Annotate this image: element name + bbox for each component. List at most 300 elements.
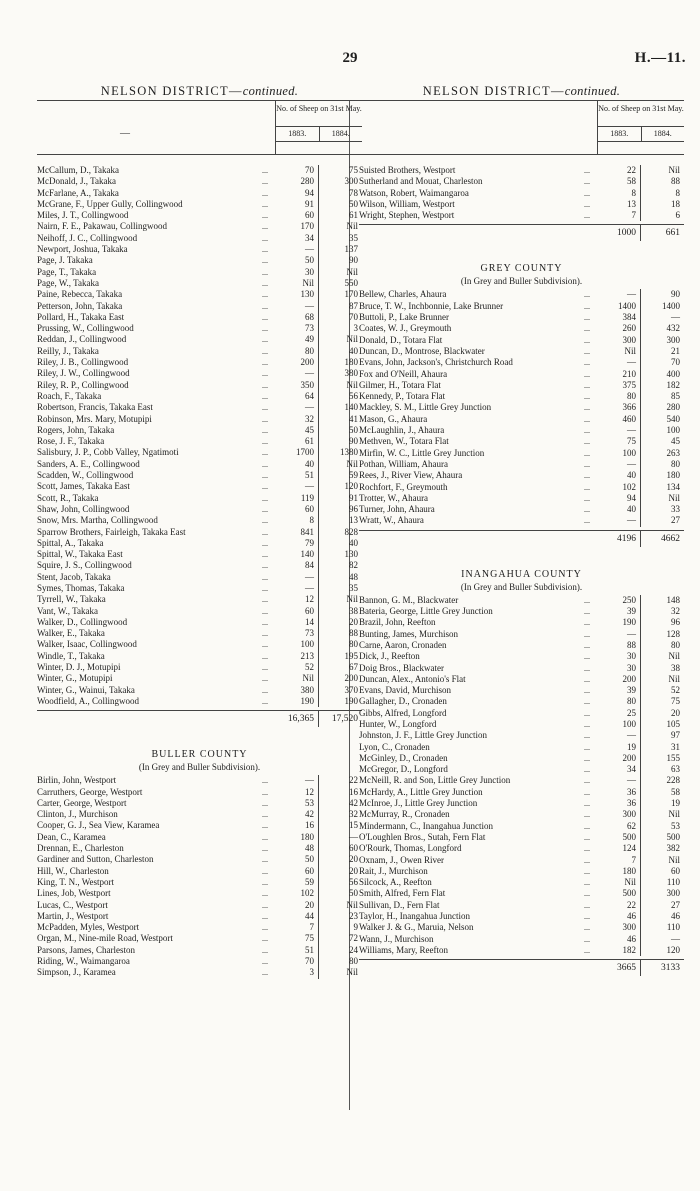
leader-dots: ... <box>584 810 590 820</box>
owner-name: Nairn, F. E., Pakawau, Collingwood <box>37 221 168 232</box>
owner-name: Rait, J., Murchison <box>359 865 428 876</box>
sheep-1883: — <box>276 368 319 379</box>
sheep-1883: 68 <box>276 312 319 323</box>
leader-dots: ... <box>262 889 268 899</box>
table-row <box>359 210 684 221</box>
leader-dots: ... <box>262 866 268 876</box>
owner-name: Spittal, W., Takaka East <box>37 549 123 560</box>
sheep-1884: 400 <box>666 368 680 379</box>
leader-dots: ... <box>584 708 590 718</box>
sheep-1884: 72 <box>349 933 358 944</box>
sheep-1883: 39 <box>598 606 641 617</box>
leader-dots: ... <box>262 256 268 266</box>
sheep-1884: 90 <box>671 289 680 300</box>
table-row <box>37 391 362 402</box>
grey-total-row <box>359 530 684 547</box>
right-header-year-1883: 1883. <box>598 127 642 141</box>
sheep-1884: 91 <box>349 492 358 503</box>
owner-name: Page, J. Takaka <box>37 255 93 266</box>
leader-dots: ... <box>262 855 268 865</box>
sheep-1884: 120 <box>666 944 680 955</box>
sheep-1884: 80 <box>349 956 358 966</box>
owner-name: Rogers, John, Takaka <box>37 424 115 435</box>
table-row <box>359 346 684 357</box>
table-row <box>359 188 684 199</box>
sheep-1884: 24 <box>349 944 358 955</box>
leader-dots: ... <box>262 787 268 797</box>
leader-dots: ... <box>584 618 590 628</box>
sheep-1884: 97 <box>671 730 680 741</box>
owner-name: Dean, C., Karamea <box>37 831 106 842</box>
table-row <box>359 798 684 809</box>
table-row <box>37 854 362 865</box>
table-row <box>37 244 362 255</box>
sheep-1883: 7 <box>276 922 319 933</box>
sheep-1883: 100 <box>598 719 641 730</box>
leader-dots: ... <box>262 233 268 243</box>
owner-name: Reilly, J., Takaka <box>37 345 99 356</box>
sheep-1884: 228 <box>666 775 680 786</box>
owner-name: Wright, Stephen, Westport <box>359 210 455 221</box>
sheep-1884: 38 <box>671 662 680 673</box>
leader-dots: ... <box>584 878 590 888</box>
sheep-1884: Nil <box>668 809 680 820</box>
owner-name: Winter, D. J., Motupipi <box>37 662 121 673</box>
sheep-1883: 80 <box>276 346 319 357</box>
table-row <box>37 447 362 458</box>
sheep-1883: 20 <box>276 900 319 911</box>
owner-name: Carne, Aaron, Cronaden <box>359 639 447 650</box>
sheep-1883: 7 <box>598 210 641 221</box>
leader-dots: ... <box>584 448 590 458</box>
owner-name: Mindermann, C., Inangahua Junction <box>359 820 493 831</box>
sheep-1883: 46 <box>598 911 641 922</box>
sheep-1884: 148 <box>666 594 680 605</box>
owner-name: Carruthers, George, Westport <box>37 786 143 797</box>
leader-dots: ... <box>584 923 590 933</box>
table-row <box>359 922 684 933</box>
sheep-1884: Nil <box>668 854 680 865</box>
sheep-1884: 59 <box>349 470 358 481</box>
sheep-1884: 48 <box>349 571 358 582</box>
table-row <box>37 481 362 492</box>
owner-name: McInroe, J., Little Grey Junction <box>359 798 478 809</box>
sheep-1884: 60 <box>349 843 358 854</box>
owner-name: Organ, M., Nine-mile Road, Westport <box>37 933 173 944</box>
owner-name: Bruce, T. W., Inchbonnie, Lake Brunner <box>359 300 504 311</box>
table-row <box>359 199 684 210</box>
sheep-1883: 190 <box>276 696 319 707</box>
leader-dots: ... <box>262 934 268 944</box>
sheep-1883: 58 <box>598 176 641 187</box>
leader-dots: ... <box>262 583 268 593</box>
sheep-1883: 182 <box>598 945 641 956</box>
sheep-1884: 180 <box>666 470 680 481</box>
leader-dots: ... <box>584 844 590 854</box>
sheep-1884: 110 <box>666 922 680 933</box>
sheep-1884: 300 <box>666 334 680 345</box>
table-row <box>359 775 684 786</box>
sheep-1883: 73 <box>276 628 319 639</box>
owner-name: Pothan, William, Ahaura <box>359 458 448 469</box>
table-row <box>37 572 362 583</box>
leader-dots: ... <box>584 380 590 390</box>
sheep-1884: 27 <box>671 899 680 910</box>
table-row <box>359 730 684 741</box>
sheep-1883: 84 <box>276 560 319 571</box>
owner-name: Petterson, John, Takaka <box>37 300 123 311</box>
sheep-1884: Nil <box>346 266 358 277</box>
table-row <box>37 301 362 312</box>
owner-name: Neihoff, J. C., Collingwood <box>37 232 138 243</box>
owner-name: Scott, James, Takaka East <box>37 481 130 492</box>
sheep-1884: 280 <box>666 402 680 413</box>
sheep-1884: 80 <box>671 458 680 469</box>
sheep-1884: 52 <box>671 685 680 696</box>
leader-dots: ... <box>262 312 268 322</box>
table-row <box>37 956 362 967</box>
sheep-1883: 300 <box>598 809 641 820</box>
table-row <box>359 425 684 436</box>
table-row <box>37 538 362 549</box>
leader-dots: ... <box>584 166 590 175</box>
sheep-1884: 13 <box>349 515 358 526</box>
owner-name: Gibbs, Alfred, Longford <box>359 707 447 718</box>
sheep-1883: — <box>598 289 641 300</box>
table-row <box>37 820 362 831</box>
sheep-1884: 58 <box>671 786 680 797</box>
leader-dots: ... <box>262 211 268 221</box>
sheep-1883: 70 <box>276 165 319 176</box>
leader-dots: ... <box>584 482 590 492</box>
owner-name: Page, T., Takaka <box>37 266 97 277</box>
table-row <box>359 357 684 368</box>
leader-dots: ... <box>262 471 268 481</box>
sheep-1883: 25 <box>598 708 641 719</box>
sheep-1883: 94 <box>276 188 319 199</box>
sheep-1883: 39 <box>598 685 641 696</box>
leader-dots: ... <box>262 911 268 921</box>
sheep-1883: 170 <box>276 221 319 232</box>
owner-name: Lines, Job, Westport <box>37 888 111 899</box>
leader-dots: ... <box>584 866 590 876</box>
table-row <box>37 414 362 425</box>
leader-dots: ... <box>584 912 590 922</box>
sheep-1884: 31 <box>671 741 680 752</box>
leader-dots: ... <box>584 505 590 515</box>
table-row <box>359 459 684 470</box>
sheep-1883: 60 <box>276 504 319 515</box>
leader-dots: ... <box>262 527 268 537</box>
leader-dots: ... <box>584 437 590 447</box>
sheep-1884: 300 <box>344 176 358 187</box>
owner-name: Donald, D., Totara Flat <box>359 334 443 345</box>
grey-county-heading <box>359 263 684 287</box>
inangahua-total-row <box>359 959 684 976</box>
table-row <box>359 742 684 753</box>
sheep-1883: 52 <box>276 662 319 673</box>
owner-name: Miles, J. T., Collingwood <box>37 210 129 221</box>
leader-dots: ... <box>262 245 268 255</box>
left-title-text: NELSON DISTRICT— <box>100 84 243 98</box>
leader-dots: ... <box>584 731 590 741</box>
table-row <box>37 368 362 379</box>
sheep-1883: — <box>598 459 641 470</box>
sheep-1884: Nil <box>668 492 680 503</box>
sheep-1884: 75 <box>671 696 680 707</box>
leader-dots: ... <box>262 957 268 966</box>
owner-name: Dick, J., Reefton <box>359 651 420 662</box>
sheep-1884: 540 <box>666 413 680 424</box>
owner-name: McGregor, D., Longford <box>359 764 448 775</box>
leader-dots: ... <box>584 686 590 696</box>
table-row <box>37 323 362 334</box>
section-subtitle: (In Grey and Buller Subdivision). <box>138 762 261 773</box>
leader-dots: ... <box>584 934 590 944</box>
sheep-1883: — <box>598 629 641 640</box>
owner-name: Prussing, W., Collingwood <box>37 323 134 334</box>
owner-name: Riley, J. W., Collingwood <box>37 368 130 379</box>
sheep-1884: — <box>671 312 680 323</box>
owner-name: Suisted Brothers, Westport <box>359 165 456 175</box>
owner-name: McPadden, Myles, Westport <box>37 922 140 933</box>
owner-name: Cooper, G. J., Sea View, Karamea <box>37 820 160 831</box>
table-row <box>359 696 684 707</box>
sheep-1884: 134 <box>666 481 680 492</box>
owner-name: Reddan, J., Collingwood <box>37 334 127 345</box>
sheep-1883: 13 <box>598 199 641 210</box>
owner-name: Sanders, A. E., Collingwood <box>37 458 140 469</box>
sheep-1884: Nil <box>668 165 680 175</box>
right-column-title <box>359 82 684 100</box>
sheep-1883: 40 <box>598 470 641 481</box>
sheep-1883: 350 <box>276 380 319 391</box>
sheep-1884: 50 <box>349 888 358 899</box>
inangahua-county-heading <box>359 569 684 593</box>
table-row <box>37 210 362 221</box>
right-header-caption: No. of Sheep on 31st May. <box>598 101 684 127</box>
sheep-1883: 70 <box>276 956 319 967</box>
owner-name: McDonald, J., Takaka <box>37 176 116 187</box>
sheep-1883: 34 <box>598 764 641 775</box>
sheep-1884: 130 <box>344 549 358 560</box>
sheep-1883: 130 <box>276 289 319 300</box>
sheep-1884: Nil <box>668 651 680 662</box>
owner-name: McHardy, A., Little Grey Junction <box>359 786 483 797</box>
sheep-1883: 44 <box>276 911 319 922</box>
table-row <box>359 436 684 447</box>
leader-dots: ... <box>584 471 590 481</box>
page-number: 29 <box>342 50 358 66</box>
sheep-1884: Nil <box>346 899 358 910</box>
owner-name: Taylor, H., Inangahua Junction <box>359 911 470 922</box>
sheep-1884: 41 <box>349 413 358 424</box>
sheep-1884: 380 <box>344 368 358 379</box>
owner-name: O'Rourk, Thomas, Longford <box>359 843 462 854</box>
sheep-1883: 190 <box>598 617 641 628</box>
sheep-1884: 90 <box>349 255 358 266</box>
leader-dots: ... <box>262 425 268 435</box>
leader-dots: ... <box>262 900 268 910</box>
owner-name: Walker, D., Collingwood <box>37 616 128 627</box>
leader-dots: ... <box>584 493 590 503</box>
sheep-1883: 8 <box>276 515 319 526</box>
sheep-1883: — <box>276 402 319 413</box>
owner-name: Mirfin, W. C., Little Grey Junction <box>359 447 485 458</box>
table-row <box>37 233 362 244</box>
owner-name: Gardiner and Sutton, Charleston <box>37 854 154 865</box>
table-row <box>37 199 362 210</box>
table-row <box>37 583 362 594</box>
owner-name: Page, W., Takaka <box>37 277 99 288</box>
table-row <box>37 673 362 684</box>
table-row <box>37 255 362 266</box>
sheep-1883: 140 <box>276 549 319 560</box>
owner-name: Turner, John, Ahaura <box>359 504 435 515</box>
sheep-1884: 20 <box>671 707 680 718</box>
sheep-1883: 61 <box>276 436 319 447</box>
sheep-1884: 88 <box>349 628 358 639</box>
sheep-1883: 375 <box>598 380 641 391</box>
sheep-1884: 96 <box>349 503 358 514</box>
leader-dots: ... <box>262 414 268 424</box>
leader-dots: ... <box>262 606 268 616</box>
leader-dots: ... <box>262 538 268 548</box>
total-1883: 16,365 <box>276 711 319 727</box>
leader-dots: ... <box>262 696 268 706</box>
sheep-1884: 67 <box>349 662 358 673</box>
owner-name: Lyon, C., Cronaden <box>359 741 430 752</box>
sheep-1884: 550 <box>344 277 358 288</box>
table-row <box>359 934 684 945</box>
total-1884: 17,520 <box>331 714 358 725</box>
table-row <box>37 933 362 944</box>
sheep-1884: 87 <box>349 300 358 311</box>
leader-dots: ... <box>584 652 590 662</box>
owner-name: Fox and O'Neill, Ahaura <box>359 368 448 379</box>
left-column-title <box>37 82 362 100</box>
owner-name: Woodfield, A., Collingwood <box>37 695 140 706</box>
sheep-1884: 70 <box>671 357 680 368</box>
table-row <box>37 945 362 956</box>
sheep-1884: 140 <box>344 402 358 413</box>
owner-name: Kennedy, P., Totara Flat <box>359 391 446 402</box>
sheep-1884: 32 <box>349 809 358 820</box>
sheep-1884: Nil <box>346 967 358 978</box>
table-row <box>37 911 362 922</box>
table-row <box>37 888 362 899</box>
sheep-1883: — <box>598 425 641 436</box>
table-row <box>37 402 362 413</box>
sheep-1884: 53 <box>671 820 680 831</box>
owner-name: Duncan, Alex., Antonio's Flat <box>359 673 466 684</box>
leader-dots: ... <box>262 166 268 175</box>
table-row <box>359 289 684 300</box>
leader-dots: ... <box>584 414 590 424</box>
sheep-1883: 94 <box>598 493 641 504</box>
leader-dots: ... <box>262 346 268 356</box>
owner-name: Sutherland and Mouat, Charleston <box>359 176 483 187</box>
leader-dots: ... <box>584 765 590 775</box>
sheep-1884: — <box>349 831 358 842</box>
left-header-name-label: — <box>120 128 130 139</box>
right-title-italic: continued. <box>564 84 621 98</box>
table-row <box>37 866 362 877</box>
table-row <box>359 493 684 504</box>
owner-name: Oxnam, J., Owen River <box>359 854 444 865</box>
sheep-1884: 100 <box>666 425 680 436</box>
sheep-1883: 1700 <box>276 447 319 458</box>
table-row <box>37 967 362 978</box>
table-row <box>359 391 684 402</box>
table-row <box>37 267 362 278</box>
owner-name: Carter, George, Westport <box>37 797 127 808</box>
leader-dots: ... <box>262 595 268 605</box>
leader-dots: ... <box>584 369 590 379</box>
sheep-1883: 64 <box>276 391 319 402</box>
leader-dots: ... <box>584 459 590 469</box>
sheep-1883: 260 <box>598 323 641 334</box>
sheep-1883: — <box>598 730 641 741</box>
table-row <box>359 470 684 481</box>
table-row <box>359 674 684 685</box>
sheep-1884: 137 <box>344 244 358 255</box>
sheep-1883: 12 <box>276 594 319 605</box>
sheep-1884: 432 <box>666 323 680 334</box>
sheep-1884: 70 <box>349 311 358 322</box>
sheep-1883: 34 <box>276 233 319 244</box>
sheep-1884: 27 <box>671 515 680 526</box>
leader-dots: ... <box>262 663 268 673</box>
sheep-1884: 105 <box>666 718 680 729</box>
owner-name: Bannon, G. M., Blackwater <box>359 594 459 605</box>
owner-name: Walker, Isaac, Collingwood <box>37 639 137 650</box>
sheep-1883: 75 <box>276 933 319 944</box>
total-1883: 3665 <box>598 960 641 976</box>
table-row <box>37 775 362 786</box>
sheep-1883: 300 <box>598 335 641 346</box>
owner-name: Brazil, John, Reefton <box>359 617 436 628</box>
leader-dots: ... <box>262 798 268 808</box>
owner-name: Gilmer, H., Totara Flat <box>359 379 441 390</box>
table-row <box>37 922 362 933</box>
owner-name: Spittal, A., Takaka <box>37 537 104 548</box>
leader-dots: ... <box>262 290 268 300</box>
sheep-1883: 102 <box>276 888 319 899</box>
owner-name: Robinson, Mrs. Mary, Motupipi <box>37 413 152 424</box>
owner-name: Riding, W., Waimangaroa <box>37 956 130 966</box>
sheep-1884: 263 <box>666 447 680 458</box>
owner-name: Mackley, S. M., Little Grey Junction <box>359 402 492 413</box>
sheep-1883: 8 <box>598 188 641 199</box>
sheep-1884: 56 <box>349 390 358 401</box>
table-row <box>37 798 362 809</box>
owner-name: Winter, G., Motupipi <box>37 673 113 684</box>
buller-rows <box>37 775 362 978</box>
sheep-1883: 48 <box>276 843 319 854</box>
sheep-1884: 88 <box>671 176 680 187</box>
owner-name: Snow, Mrs. Martha, Collingwood <box>37 515 158 526</box>
sheep-1884: 20 <box>349 854 358 865</box>
table-row <box>359 663 684 674</box>
sheep-1884: 195 <box>344 650 358 661</box>
owner-name: Riley, R. P., Collingwood <box>37 379 129 390</box>
left-title-italic: continued. <box>242 84 299 98</box>
owner-name: Birlin, John, Westport <box>37 775 117 786</box>
table-row <box>37 549 362 560</box>
sheep-1883: 180 <box>598 866 641 877</box>
table-row <box>37 425 362 436</box>
